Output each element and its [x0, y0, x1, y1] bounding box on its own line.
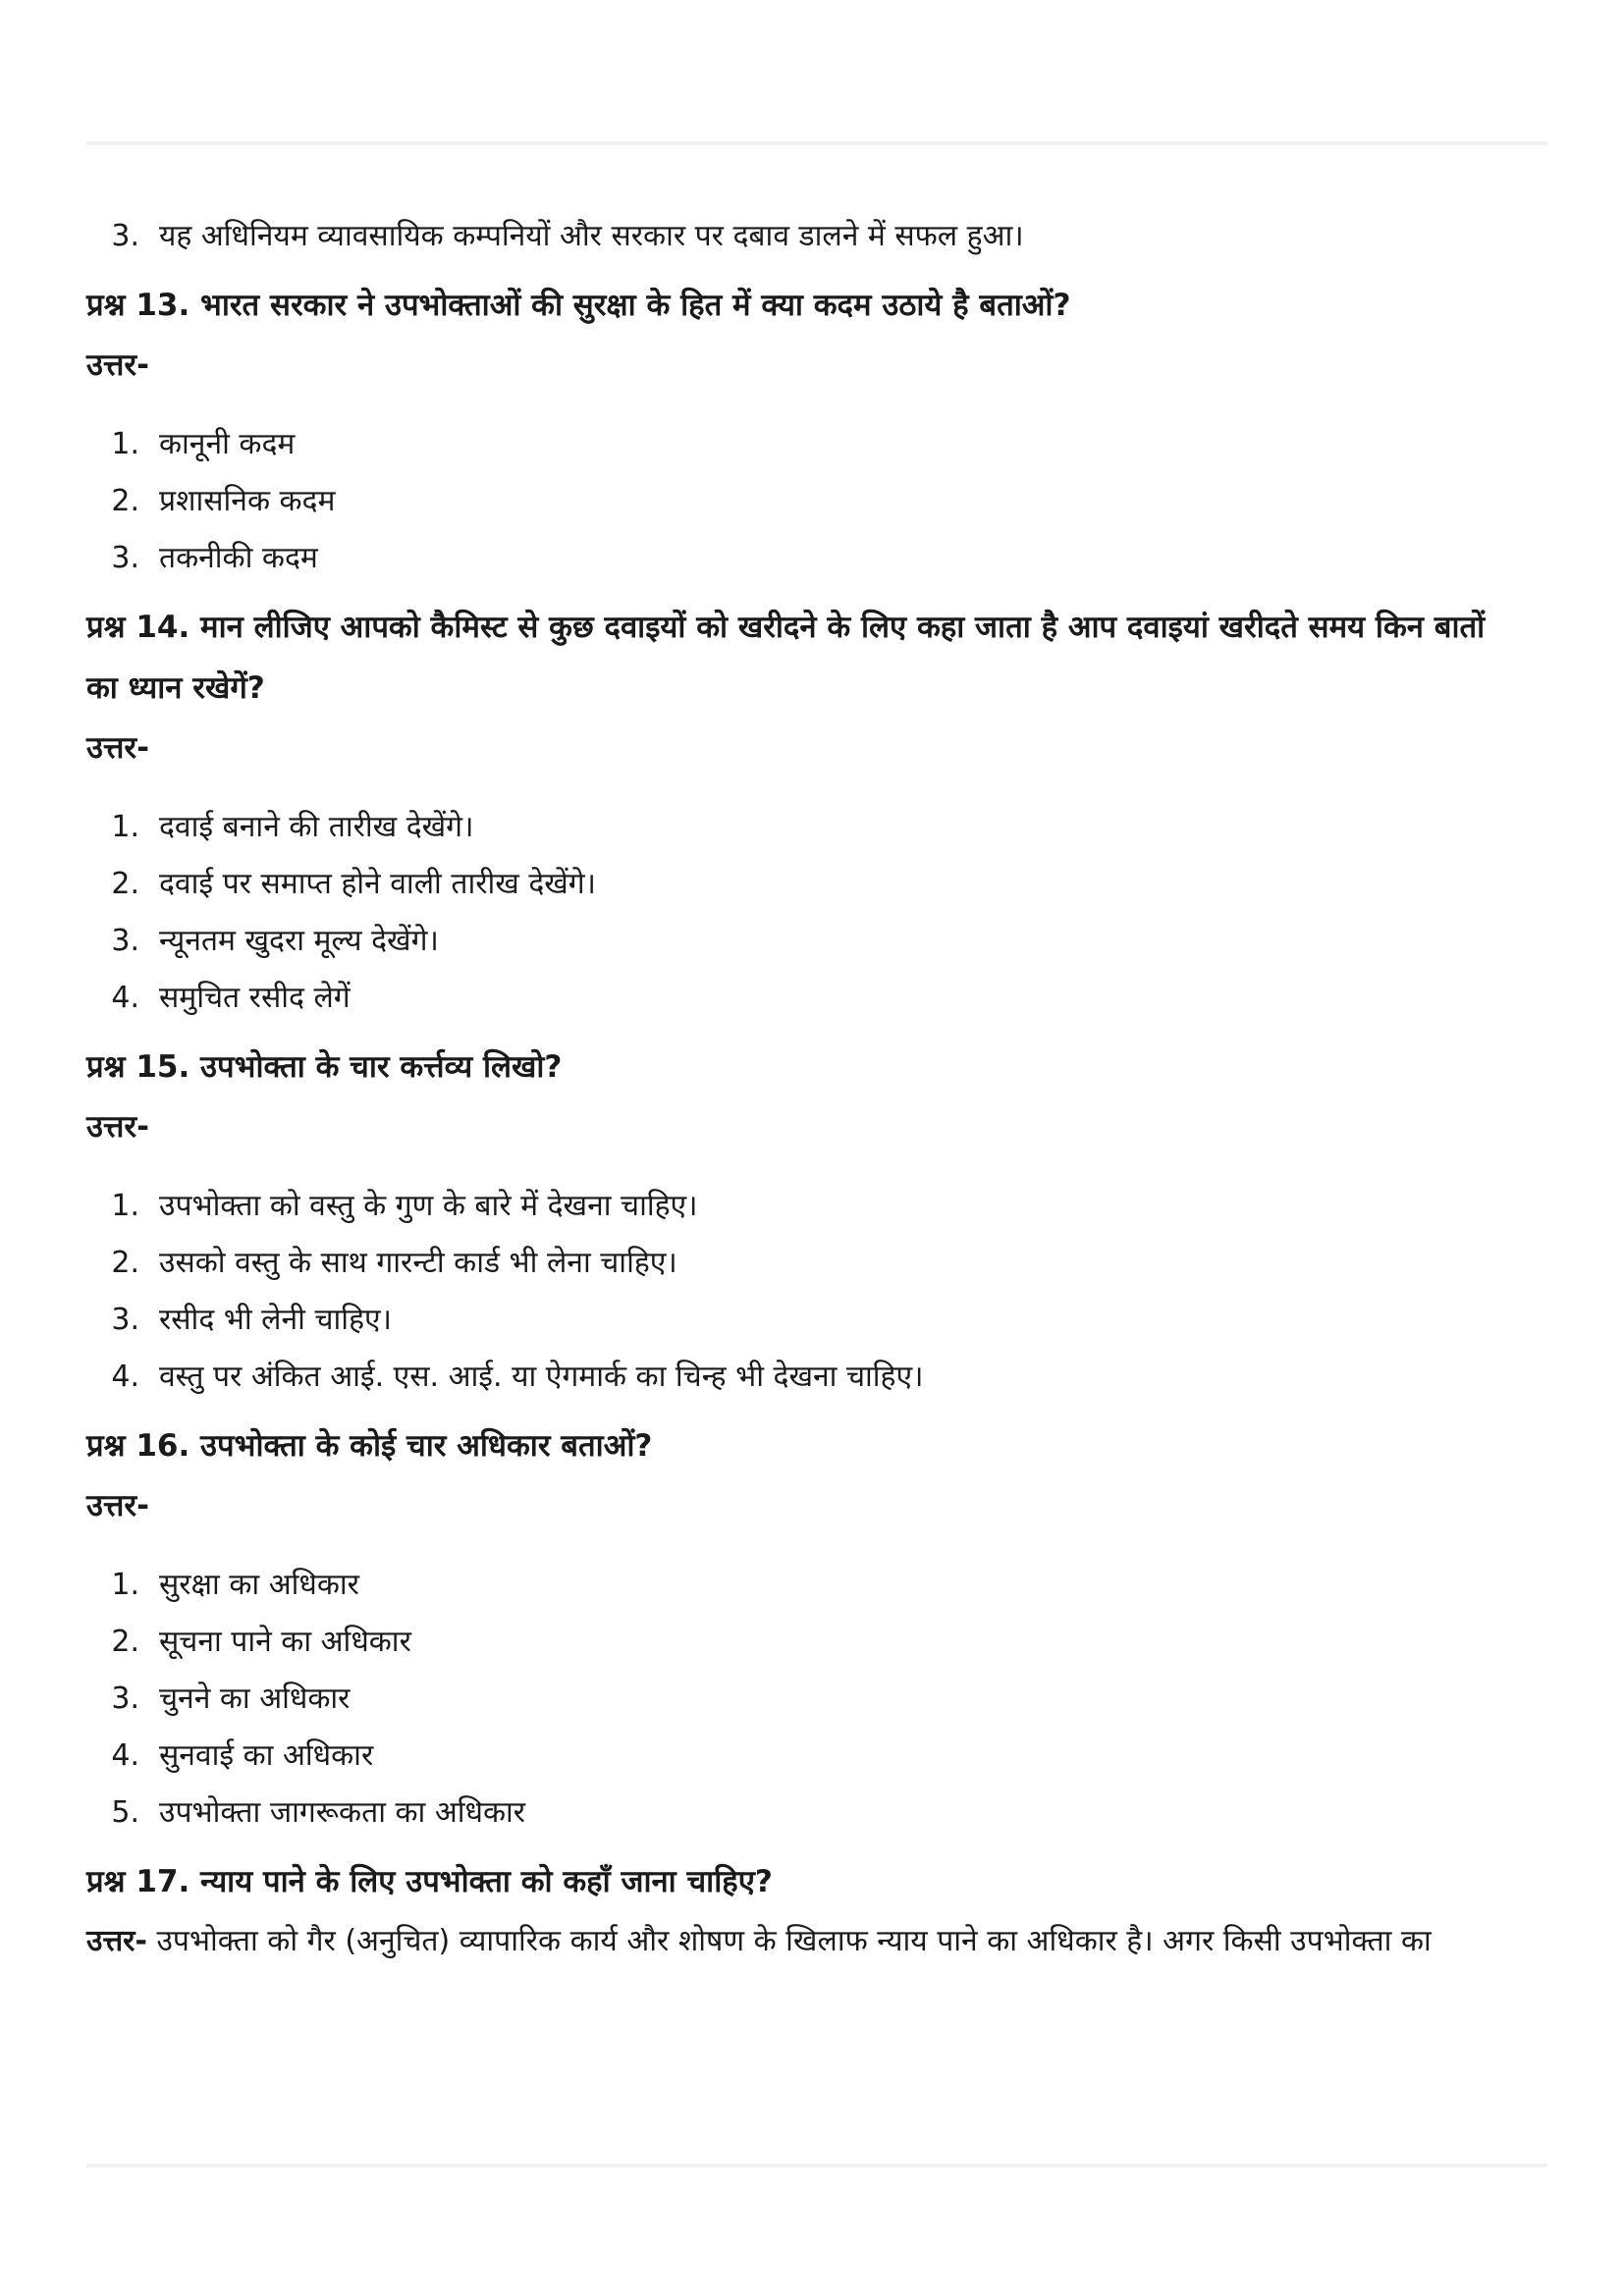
- list-number: 4.: [111, 981, 139, 1015]
- question-14-title-line-2: का ध्यान रखेगें?: [86, 670, 265, 706]
- list-text: न्यूनतम खुदरा मूल्य देखेंगे।: [159, 924, 439, 958]
- list-item: [86, 913, 1547, 970]
- answer-label: उत्तर-: [86, 1109, 149, 1145]
- list-text: तकनीकी कदम: [159, 541, 318, 575]
- answer-label: उत्तर-: [86, 1488, 149, 1523]
- question-14-title-line-1: प्रश्न 14. मान लीजिए आपको कैमिस्ट से कुछ दवाइयों को खरीदने के लिए कहा जाता है आप दवाइयां खरीदते समय किन बातों: [86, 610, 1486, 645]
- list-item: [86, 1671, 1547, 1728]
- list-text: उपभोक्ता को वस्तु के गुण के बारे में देखना चाहिए।: [159, 1189, 698, 1223]
- list-item: [86, 970, 1547, 1027]
- list-item: [86, 1614, 1547, 1671]
- continued-list: [86, 208, 1547, 265]
- answer-label: उत्तर-: [86, 730, 149, 766]
- list-text: कानूनी कदम: [159, 427, 296, 461]
- list-number: 3.: [111, 1303, 139, 1337]
- list-number: 1.: [111, 427, 139, 461]
- question-17-title: प्रश्न 17. न्याय पाने के लिए उपभोक्ता को कहाँ जाना चाहिए?: [86, 1864, 773, 1899]
- question-14-title: [86, 597, 1547, 719]
- list-item: [86, 530, 1547, 587]
- list-text: सुनवाई का अधिकार: [159, 1738, 374, 1773]
- list-number: 5.: [111, 1795, 139, 1830]
- list-number: 3.: [111, 1682, 139, 1716]
- list-item: [86, 416, 1547, 473]
- list-item: [86, 1785, 1547, 1842]
- list-number: 2.: [111, 484, 139, 518]
- list-text: उसको वस्तु के साथ गारन्टी कार्ड भी लेना चाहिए।: [159, 1246, 677, 1280]
- list-number: 3.: [111, 219, 139, 253]
- answer-text: उपभोक्ता को गैर (अनुचित) व्यापारिक कार्य और शोषण के खिलाफ न्याय पाने का अधिकार है। अगर किसी उपभोक्ता का: [156, 1924, 1432, 1958]
- answer-label: उत्तर-: [86, 1924, 147, 1958]
- list-text: रसीद भी लेनी चाहिए।: [159, 1303, 392, 1337]
- list-item: [86, 1728, 1547, 1785]
- answer-label: उत्तर-: [86, 347, 149, 383]
- list-text: सूचना पाने का अधिकार: [159, 1625, 411, 1659]
- list-item: [86, 856, 1547, 913]
- list-number: 1.: [111, 1568, 139, 1602]
- list-text: सुरक्षा का अधिकार: [159, 1568, 359, 1602]
- list-item: [86, 1557, 1547, 1614]
- top-divider: [86, 141, 1547, 145]
- list-number: 2.: [111, 1625, 139, 1659]
- list-item: [86, 799, 1547, 856]
- question-13-answers: [86, 416, 1547, 587]
- list-item: [86, 1178, 1547, 1235]
- list-number: 4.: [111, 1360, 139, 1394]
- list-text: यह अधिनियम व्यावसायिक कम्पनियों और सरकार पर दबाव डालने में सफल हुआ।: [159, 219, 1024, 253]
- question-14-answers: [86, 799, 1547, 1027]
- list-item: [86, 1349, 1547, 1406]
- question-17-answer: [86, 1912, 1547, 1971]
- list-number: 2.: [111, 867, 139, 901]
- list-item: [86, 1292, 1547, 1349]
- list-text: वस्तु पर अंकित आई. एस. आई. या ऐगमार्क का चिन्ह भी देखना चाहिए।: [159, 1360, 924, 1394]
- list-item: [86, 473, 1547, 530]
- list-number: 1.: [111, 810, 139, 844]
- list-number: 1.: [111, 1189, 139, 1223]
- list-text: समुचित रसीद लेगें: [159, 981, 351, 1015]
- list-number: 2.: [111, 1246, 139, 1280]
- page-content: [86, 208, 1547, 1971]
- question-13-title: प्रश्न 13. भारत सरकार ने उपभोक्ताओं की सुरक्षा के हित में क्या कदम उठाये है बताओं?: [86, 288, 1071, 323]
- list-text: दवाई पर समाप्त होने वाली तारीख देखेंगे।: [159, 867, 597, 901]
- list-text: उपभोक्ता जागरूकता का अधिकार: [159, 1795, 526, 1830]
- question-15-answers: [86, 1178, 1547, 1406]
- list-number: 4.: [111, 1738, 139, 1773]
- list-text: दवाई बनाने की तारीख देखेंगे।: [159, 810, 474, 844]
- list-item: [86, 208, 1547, 265]
- list-number: 3.: [111, 541, 139, 575]
- list-item: [86, 1235, 1547, 1292]
- list-text: चुनने का अधिकार: [159, 1682, 351, 1716]
- list-text: प्रशासनिक कदम: [159, 484, 336, 518]
- question-15-title: प्रश्न 15. उपभोक्ता के चार कर्त्तव्य लिखो?: [86, 1049, 563, 1085]
- question-16-title: प्रश्न 16. उपभोक्ता के कोई चार अधिकार बताओं?: [86, 1428, 653, 1464]
- question-16-answers: [86, 1557, 1547, 1842]
- list-number: 3.: [111, 924, 139, 958]
- bottom-divider: [86, 2163, 1547, 2167]
